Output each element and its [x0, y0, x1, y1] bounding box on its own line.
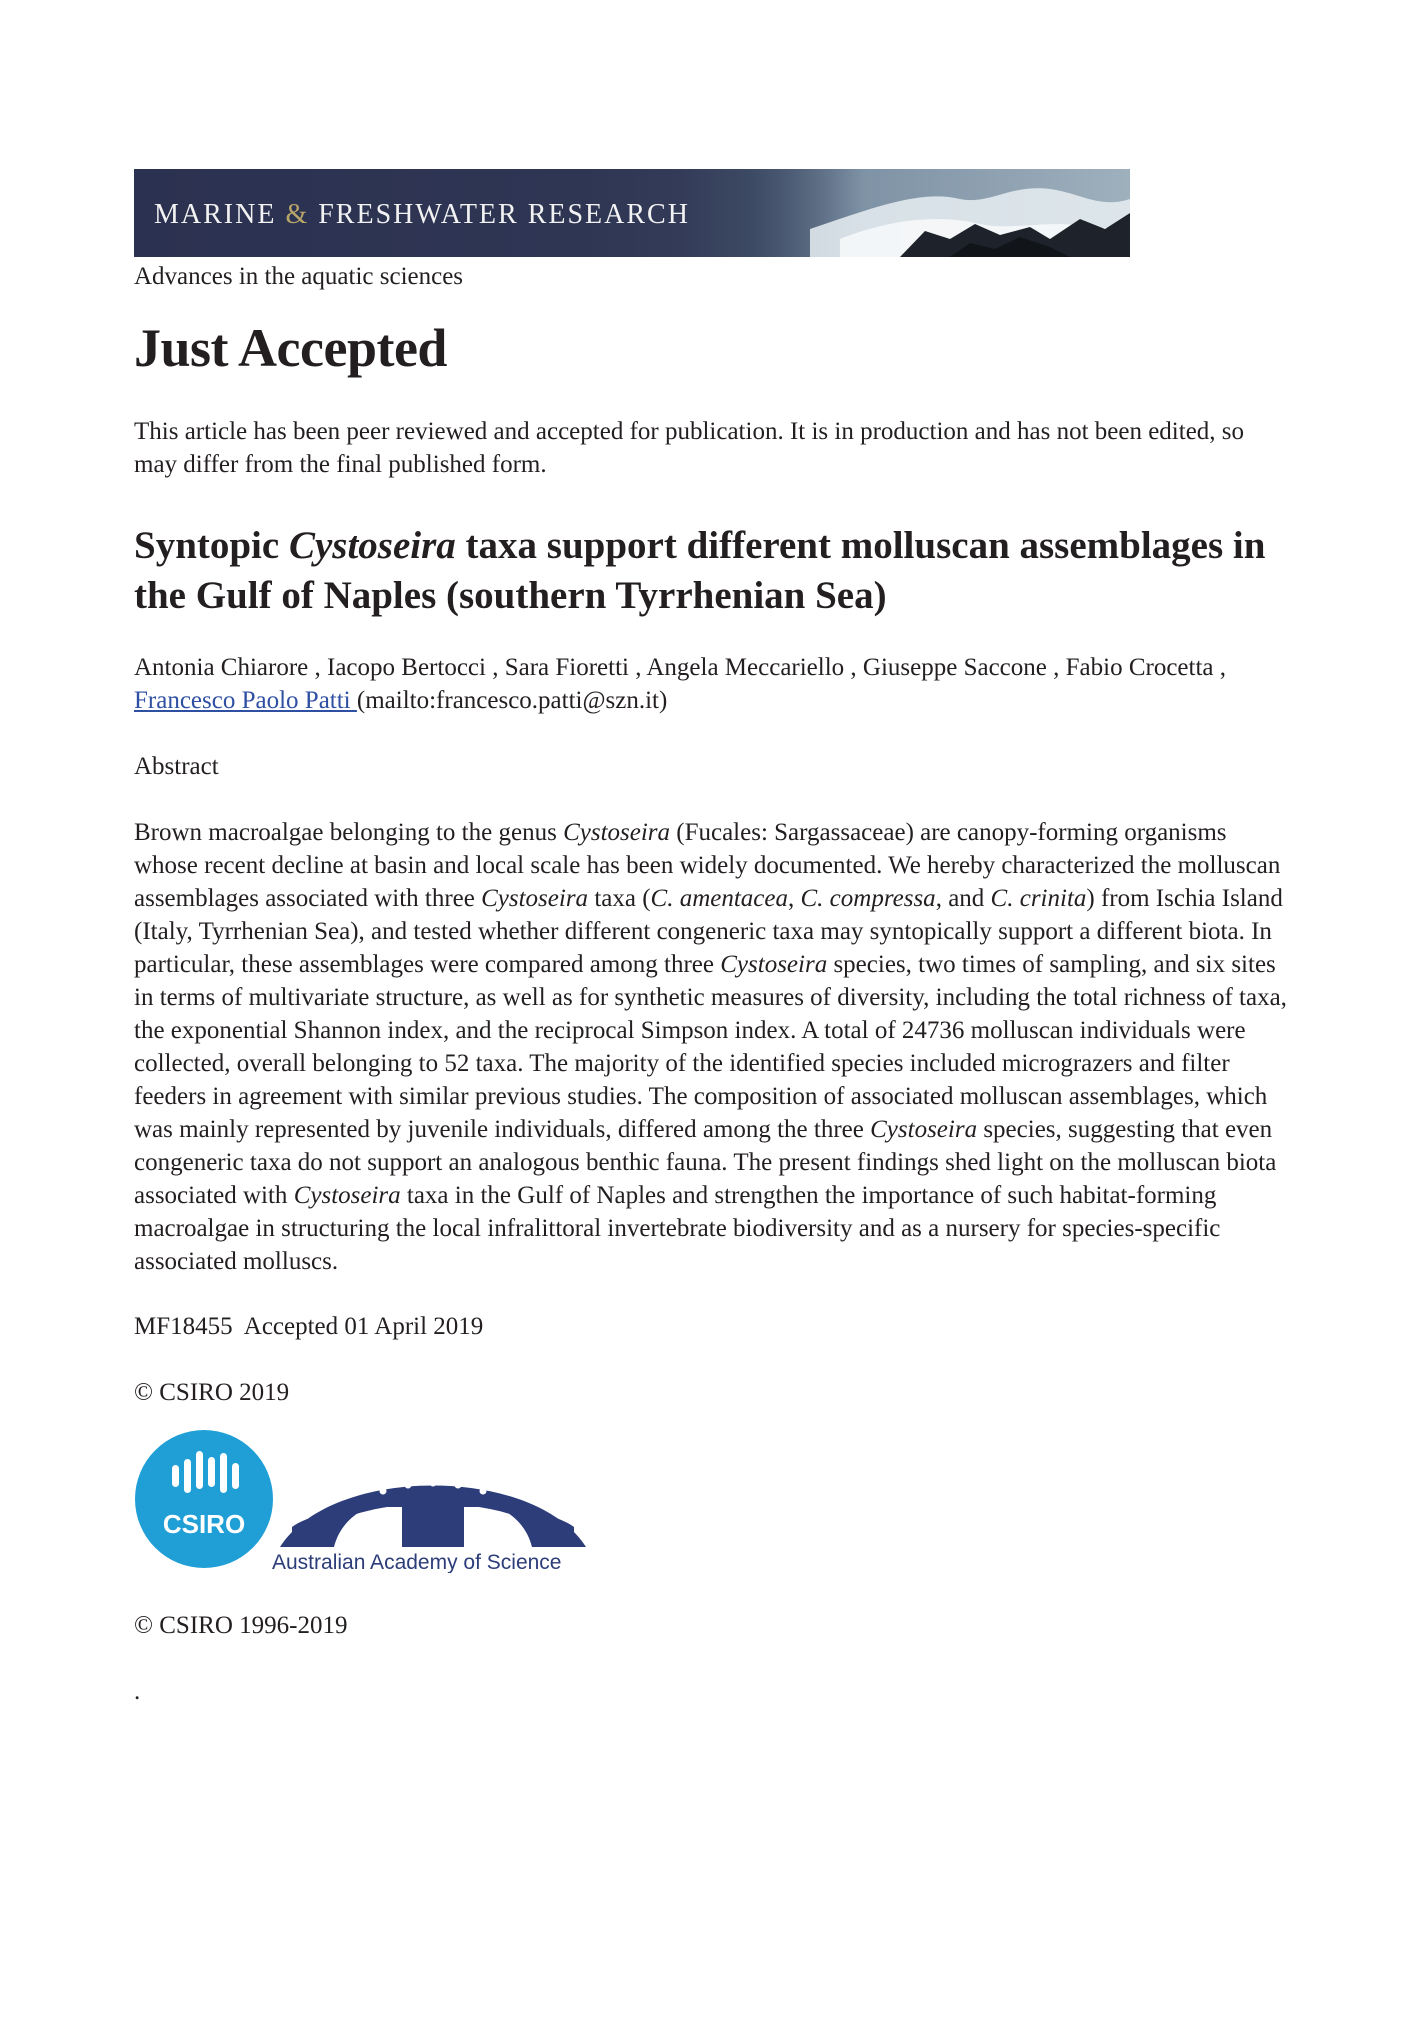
aas-logo-text: Australian Academy of Science: [272, 1551, 562, 1573]
corresponding-email: (mailto:francesco.patti@szn.it): [356, 687, 668, 714]
ocean-wave-image: [750, 169, 1130, 257]
copyright-range: © CSIRO 1996-2019: [134, 1612, 348, 1639]
accepted-date: Accepted 01 April 2019: [243, 1313, 484, 1340]
australian-academy-of-science-logo: [272, 1455, 594, 1573]
author-list: Antonia Chiarore , Iacopo Bertocci , Sara Fioretti , Angela Meccariello , Giuseppe Saccone , Fabio Crocetta , Francesco Paolo Patti (mailto:francesco.patti@szn.it): [134, 654, 1227, 714]
article-status-heading: Just Accepted: [134, 318, 447, 378]
journal-title-ampersand: &: [285, 199, 310, 230]
csiro-logo-text: CSIRO: [162, 1509, 246, 1539]
abstract-heading: Abstract: [134, 753, 219, 780]
journal-tagline: Advances in the aquatic sciences: [134, 263, 464, 290]
abstract-text: Brown macroalgae belonging to the genus Cystoseira (Fucales: Sargassaceae) are canopy-forming organisms whose recent decline at basin and local scale has been widely documented. We hereby characterized the molluscan assemblages associated with three Cystoseira taxa (C. amentacea, C. compressa, and C. crinita) from Ischia Island (Italy, Tyrrhenian Sea), and tested whether different congeneric taxa may syntopically support a different biota. In particular, these assemblages were compared among three Cystoseira species, two times of sampling, and six sites in terms of multivariate structure, as well as for synthetic measures of diversity, including the total richness of taxa, the exponential Shannon index, and the reciprocal Simpson index. A total of 24736 molluscan individuals were collected, overall belonging to 52 taxa. The majority of the identified species included micrograzers and filter feeders in agreement with similar previous studies. The composition of associated molluscan assemblages, which was mainly represented by juvenile individuals, differed among the three Cystoseira species, suggesting that even congeneric taxa do not support an analogous benthic fauna. The present findings shed light on the molluscan biota associated with Cystoseira taxa in the Gulf of Naples and strengthen the importance of such habitat-forming macroalgae in structuring the local infralittoral invertebrate biodiversity and as a nursery for species-specific associated molluscs.: [134, 819, 1287, 1275]
manuscript-info: [134, 1310, 1294, 1343]
manuscript-id: MF18455: [134, 1313, 233, 1340]
csiro-logo-circle: [135, 1430, 273, 1568]
trailing-mark: .: [134, 1678, 141, 1705]
review-notice: This article has been peer reviewed and accepted for publication. It is in production and has not been edited, so may differ from the final published form.: [134, 418, 1245, 478]
document-page: [134, 169, 1294, 1705]
journal-title: MARINE & FRESHWATER RESEARCH: [154, 199, 690, 230]
copyright-year: © CSIRO 2019: [134, 1379, 290, 1406]
corresponding-author-link[interactable]: Francesco Paolo Patti: [134, 687, 357, 714]
journal-banner: [134, 169, 1130, 257]
article-title: Syntopic Cystoseira taxa support different molluscan assemblages in the Gulf of Naples (southern Tyrrhenian Sea): [134, 524, 1266, 617]
publisher-logos: [134, 1429, 1294, 1579]
csiro-logo: [134, 1429, 274, 1569]
